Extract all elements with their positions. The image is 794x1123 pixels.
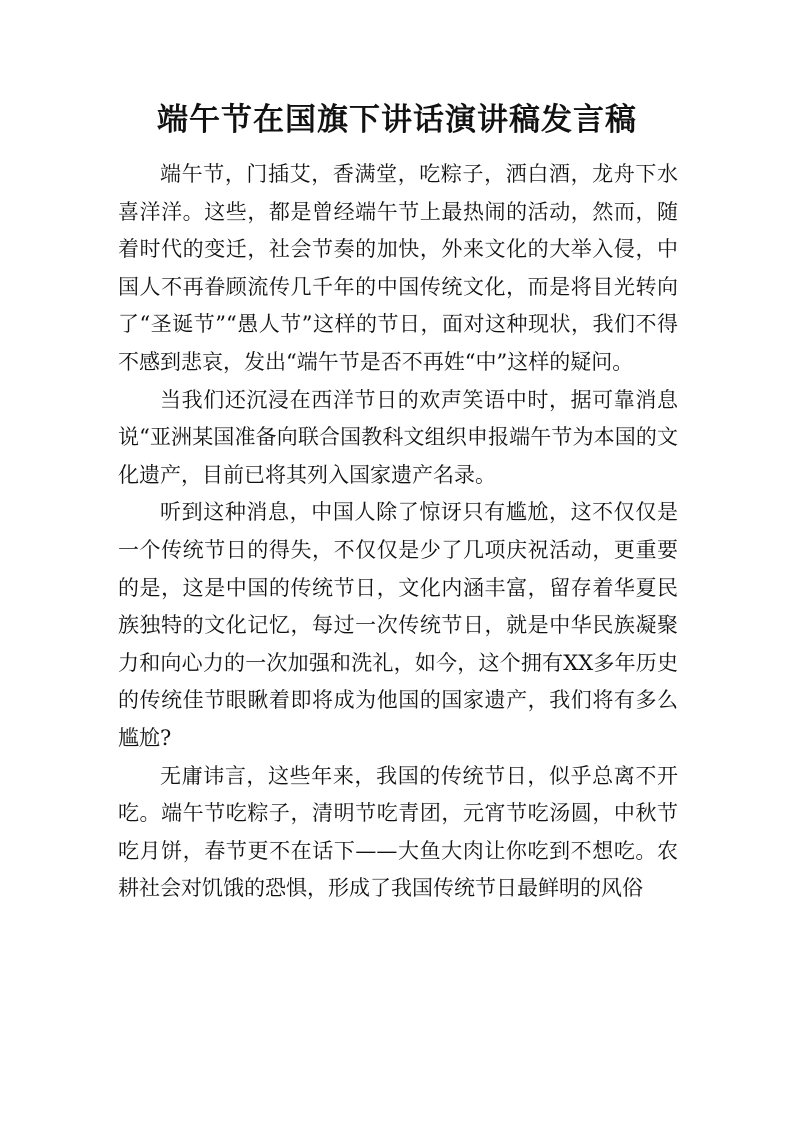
paragraph-2: 当我们还沉浸在西洋节日的欢声笑语中时，据可靠消息说“亚洲某国准备向联合国教科文组织申报端午节为本国的文化遗产，目前已将其列入国家遗产名录。 bbox=[118, 387, 678, 487]
paragraph-3: 听到这种消息，中国人除了惊讶只有尴尬，这不仅仅是一个传统节日的得失，不仅仅是少了几项庆祝活动，更重要的是，这是中国的传统节日，文化内涵丰富，留存着华夏民族独特的文化记忆，每过一次传统节日，就是中华民族凝聚力和向心力的一次加强和洗礼，如今，这个拥有XX多年历史的传统佳节眼瞅着即将成为他国的国家遗产，我们将有多么尴尬? bbox=[118, 500, 678, 750]
paragraph-1: 端午节，门插艾，香满堂，吃粽子，洒白酒，龙舟下水喜洋洋。这些，都是曾经端午节上最热闹的活动，然而，随着时代的变迁，社会节奏的加快，外来文化的大举入侵，中国人不再眷顾流传几千年的中国传统文化，而是将目光转向了“圣诞节”“愚人节”这样的节日，面对这种现状，我们不得不感到悲哀，发出“端午节是否不再姓“中”这样的疑问。 bbox=[118, 162, 678, 374]
document-body bbox=[118, 156, 678, 908]
paragraph-4: 无庸讳言，这些年来，我国的传统节日，似乎总离不开吃。端午节吃粽子，清明节吃青团，元宵节吃汤圆，中秋节吃月饼，春节更不在话下——大鱼大肉让你吃到不想吃。农耕社会对饥饿的恐惧，形成了我国传统节日最鲜明的风俗 bbox=[118, 763, 678, 901]
document-title: 端午节在国旗下讲话演讲稿发言稿 bbox=[157, 102, 637, 138]
